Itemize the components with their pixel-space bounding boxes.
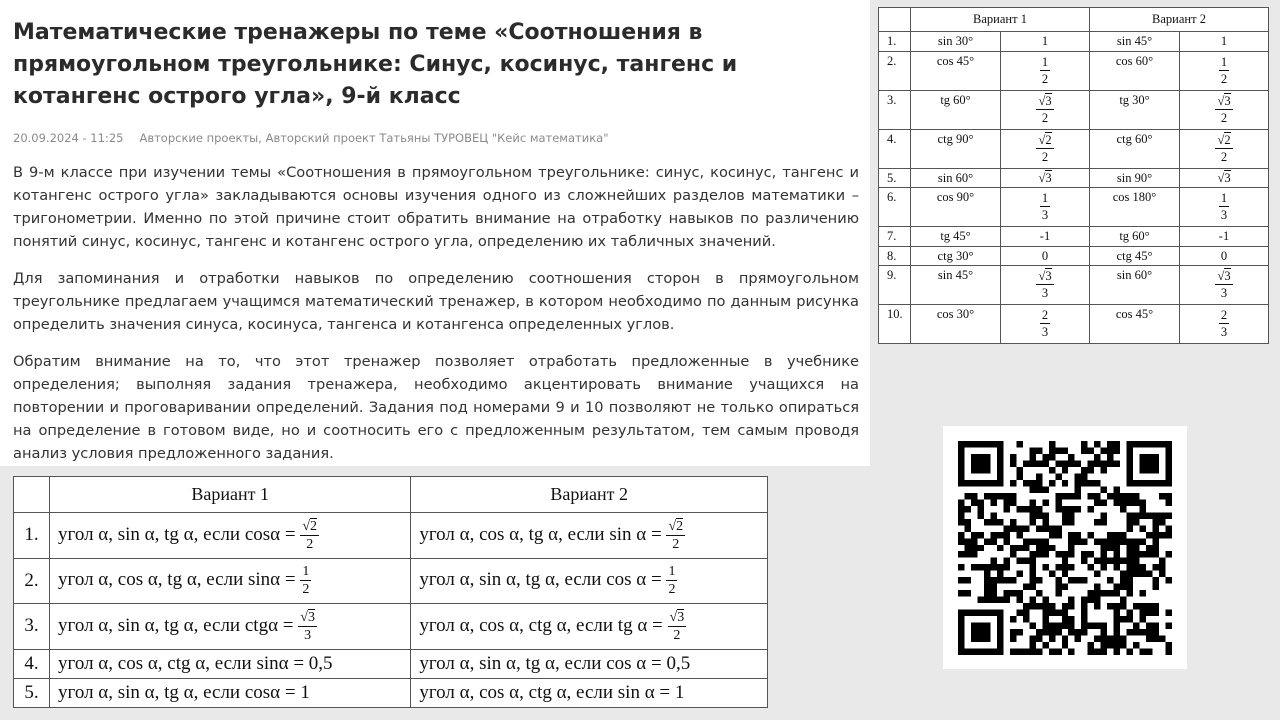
table-row [14, 649, 768, 678]
value-cell: $\frac{1}{3}$ [1180, 188, 1269, 227]
value-cell: √ $\frac{3}{2}$ [1001, 90, 1090, 129]
task-text: угол α, sin α, tg α, если cos α = [419, 569, 662, 591]
expression-cell: tg 60° [1090, 227, 1180, 247]
task-cell [411, 513, 768, 559]
article-paragraph: Обратим внимание на то, что этот тренажер позволяет отработать предложенные в учебнике определения; выполняя задания тренажера, необходимо акцентировать внимание учащихся на повторении и проговаривании определений. Задания под номерами 9 и 10 позволяют не только опираться на определение в готовом виде, но и соотносить его с предложенным результатом, тем самым проводя анализ условия предложенного задания. [13, 353, 859, 462]
row-number: 1. [879, 32, 911, 52]
task-fraction: √ $\frac{2}{2}$ [662, 524, 685, 545]
table-row [14, 678, 768, 707]
article [0, 0, 870, 466]
variant-1-header: Вариант 1 [50, 477, 411, 513]
value-cell: -1 [1180, 227, 1269, 247]
table-row [879, 266, 1269, 305]
task-fraction: √ $\frac{3}{2}$ [663, 615, 686, 636]
variant-1-header: Вариант 1 [911, 8, 1090, 32]
task-cell [50, 604, 411, 650]
expression-cell: sin 45° [1090, 32, 1180, 52]
expression-cell: sin 60° [1090, 266, 1180, 305]
task-cell [411, 558, 768, 604]
value-cell: $\frac{1}{2}$ [1180, 51, 1269, 90]
row-number: 3. [14, 604, 50, 650]
tasks-table [13, 476, 768, 708]
row-number: 4. [14, 649, 50, 678]
values-table [878, 7, 1269, 344]
task-text: угол α, sin α, tg α, если cos α = 0,5 [419, 652, 691, 674]
task-text: угол α, cos α, ctg α, если sinα = 0,5 [58, 652, 333, 674]
table-row [879, 246, 1269, 266]
task-fraction: $\frac{1}{2}$ [668, 564, 676, 598]
article-paragraph: В 9-м классе при изучении темы «Соотношения в прямоугольном треугольнике: синус, косинус, тангенс и котангенс острого угла» закладываются основы изучения одного из сложнейших разделов математики – тригонометрии. Именно по этой причине стоит обратить внимание на отработку навыков по различению понятий синус, косинус, тангенс и котангенс острого угла, определению их табличных значений. [13, 164, 859, 250]
task-text: угол α, cos α, tg α, если sin α = [419, 523, 662, 545]
page-title: Математические тренажеры по теме «Соотношения в прямоугольном треугольнике: Синус, косинус, тангенс и котангенс острого угла», 9-й класс [13, 20, 738, 109]
task-fraction: √ $\frac{2}{2}$ [296, 524, 319, 545]
row-number: 5. [14, 678, 50, 707]
value-cell: √ $\frac{3}{2}$ [1180, 90, 1269, 129]
task-text: угол α, sin α, tg α, если cosα = [58, 523, 296, 545]
article-categories[interactable]: Авторские проекты, Авторский проект Татьяны ТУРОВЕЦ "Кейс математика" [139, 131, 609, 145]
table-row [879, 129, 1269, 168]
expression-cell: ctg 45° [1090, 246, 1180, 266]
expression-cell: tg 45° [911, 227, 1001, 247]
table-row [14, 604, 768, 650]
variant-2-header: Вариант 2 [411, 477, 768, 513]
table-corner [14, 477, 50, 513]
expression-cell: cos 30° [911, 305, 1001, 344]
expression-cell: sin 45° [911, 266, 1001, 305]
row-number: 8. [879, 246, 911, 266]
table-row [14, 513, 768, 559]
expression-cell: cos 90° [911, 188, 1001, 227]
value-cell: √ $\frac{2}{2}$ [1001, 129, 1090, 168]
value-cell: √ $\frac{3}{3}$ [1001, 266, 1090, 305]
table-row [879, 32, 1269, 52]
task-cell [411, 649, 768, 678]
task-text: угол α, sin α, tg α, если cosα = 1 [58, 681, 310, 703]
expression-cell: sin 90° [1090, 168, 1180, 188]
row-number: 4. [879, 129, 911, 168]
task-text: угол α, sin α, tg α, если ctgα = [58, 614, 294, 636]
table-row [14, 558, 768, 604]
task-cell [411, 604, 768, 650]
expression-cell: tg 60° [911, 90, 1001, 129]
value-cell: √ $\frac{3}{3}$ [1180, 266, 1269, 305]
expression-cell: sin 60° [911, 168, 1001, 188]
expression-cell: cos 180° [1090, 188, 1180, 227]
row-number: 1. [14, 513, 50, 559]
qr-code-card [943, 426, 1187, 669]
task-text: угол α, cos α, tg α, если sinα = [58, 569, 296, 591]
task-cell [50, 558, 411, 604]
task-cell [411, 678, 768, 707]
table-row [879, 305, 1269, 344]
publish-date: 20.09.2024 - 11:25 [13, 131, 124, 145]
expression-cell: sin 30° [911, 32, 1001, 52]
qr-code-icon [958, 441, 1172, 655]
tasks-table-image [13, 476, 768, 708]
value-cell: $\frac{1}{2}$ [1001, 51, 1090, 90]
task-cell [50, 678, 411, 707]
value-cell: √ $\frac{2}{2}$ [1180, 129, 1269, 168]
value-cell: 1 [1001, 32, 1090, 52]
task-text: угол α, cos α, ctg α, если sin α = 1 [419, 681, 685, 703]
task-cell [50, 513, 411, 559]
task-text: угол α, cos α, ctg α, если tg α = [419, 614, 663, 636]
table-row [879, 90, 1269, 129]
expression-cell: cos 45° [1090, 305, 1180, 344]
value-cell: $\frac{2}{3}$ [1001, 305, 1090, 344]
row-number: 7. [879, 227, 911, 247]
variant-2-header: Вариант 2 [1090, 8, 1269, 32]
expression-cell: ctg 30° [911, 246, 1001, 266]
task-fraction: $\frac{1}{2}$ [302, 564, 310, 598]
value-cell: √ 3 [1001, 168, 1090, 188]
row-number: 2. [879, 51, 911, 90]
table-row [879, 227, 1269, 247]
expression-cell: ctg 90° [911, 129, 1001, 168]
row-number: 9. [879, 266, 911, 305]
value-cell: -1 [1001, 227, 1090, 247]
table-row [879, 168, 1269, 188]
expression-cell: ctg 60° [1090, 129, 1180, 168]
article-paragraph: Для запоминания и отработки навыков по определению соотношения сторон в прямоугольном треугольнике предлагаем учащимся математический тренажер, в котором необходимо по данным рисунка определить значения синуса, косинуса, тангенса и котангенса определенных углов. [13, 270, 859, 333]
value-cell: 0 [1180, 246, 1269, 266]
value-cell: 1 [1180, 32, 1269, 52]
expression-cell: tg 30° [1090, 90, 1180, 129]
value-cell: $\frac{2}{3}$ [1180, 305, 1269, 344]
article-meta [13, 131, 870, 145]
value-cell: √ 3 [1180, 168, 1269, 188]
expression-cell: cos 60° [1090, 51, 1180, 90]
table-row [879, 51, 1269, 90]
table-row [879, 188, 1269, 227]
table-corner [879, 8, 911, 32]
row-number: 3. [879, 90, 911, 129]
task-cell [50, 649, 411, 678]
values-table-image [878, 7, 1269, 344]
row-number: 10. [879, 305, 911, 344]
row-number: 5. [879, 168, 911, 188]
expression-cell: cos 45° [911, 51, 1001, 90]
row-number: 2. [14, 558, 50, 604]
row-number: 6. [879, 188, 911, 227]
value-cell: 0 [1001, 246, 1090, 266]
task-fraction: √ $\frac{3}{3}$ [294, 615, 317, 636]
value-cell: $\frac{1}{3}$ [1001, 188, 1090, 227]
